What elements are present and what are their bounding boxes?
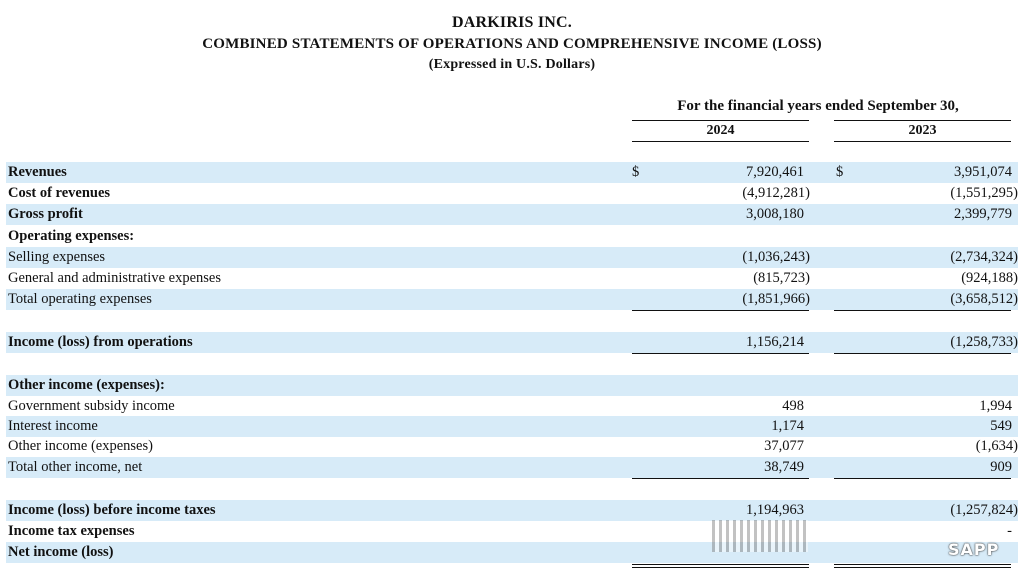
row-label: Other income (expenses) — [8, 438, 153, 454]
table-row-net-income — [6, 542, 1018, 563]
row-label: Total operating expenses — [8, 291, 152, 307]
table-row-cost-of-revenues — [6, 183, 1018, 204]
value-2024: 3,008,180 — [746, 206, 804, 222]
year-header-2024: 2024 — [632, 120, 809, 142]
total-rule — [834, 478, 1011, 479]
year-header-2023: 2023 — [834, 120, 1011, 142]
currency-note: (Expressed in U.S. Dollars) — [428, 57, 596, 72]
table-row-total-other-income — [6, 457, 1018, 478]
obscured-region — [712, 520, 808, 552]
value-2023: (924,188) — [961, 270, 1018, 286]
table-row-other-income-header — [6, 375, 1018, 396]
table-row-revenues — [6, 162, 1018, 183]
total-rule — [632, 310, 809, 311]
value-2023: 909 — [990, 459, 1012, 475]
section-label: Other income (expenses): — [8, 377, 165, 393]
value-2024: (4,912,281) — [742, 185, 810, 201]
value-2023: (2,734,324) — [950, 249, 1018, 265]
section-label: Operating expenses: — [8, 228, 135, 244]
table-row-other-income-expenses — [6, 436, 1018, 457]
total-rule — [834, 353, 1011, 354]
value-2023: 2,399,779 — [954, 206, 1012, 222]
period-header: For the financial years ended September 30, — [677, 98, 959, 114]
row-label: General and administrative expenses — [8, 270, 221, 286]
value-2024: 498 — [782, 398, 804, 414]
table-row-income-before-taxes — [6, 500, 1018, 521]
total-double-rule — [834, 564, 1011, 565]
total-double-rule — [632, 564, 809, 565]
value-2023: (1,258,733) — [950, 334, 1018, 350]
watermark: SAPP — [948, 540, 1000, 559]
value-2023: (1,551,295) — [950, 185, 1018, 201]
total-rule — [632, 353, 809, 354]
row-label: Interest income — [8, 418, 98, 434]
value-2023: 3,951,074 — [954, 164, 1012, 180]
value-2024: 1,156,214 — [746, 334, 804, 350]
value-2024: (1,036,243) — [742, 249, 810, 265]
currency-symbol: $ — [632, 164, 640, 180]
table-row-government-subsidy — [6, 396, 1018, 417]
value-2023: 1,994 — [979, 398, 1012, 414]
table-row-interest-income — [6, 416, 1018, 437]
row-label: Cost of revenues — [8, 185, 111, 201]
value-2024: 1,174 — [771, 418, 804, 434]
value-2024: 1,194,963 — [746, 502, 804, 518]
value-2024: 37,077 — [764, 438, 804, 454]
total-double-rule — [632, 567, 809, 568]
company-name: DARKIRIS INC. — [452, 14, 572, 31]
value-2023: (3,658,512) — [950, 291, 1018, 307]
table-row-selling-expenses — [6, 247, 1018, 268]
table-row-income-from-operations — [6, 332, 1018, 353]
value-2023: (1,634) — [975, 438, 1018, 454]
row-label: Income (loss) from operations — [8, 334, 193, 350]
value-2024: 38,749 — [764, 459, 804, 475]
table-row-total-operating-expenses — [6, 289, 1018, 310]
row-label: Income tax expenses — [8, 523, 135, 539]
value-2023: (1,257,824) — [950, 502, 1018, 518]
value-2024: (1,851,966) — [742, 291, 810, 307]
value-2024: (815,723) — [753, 270, 810, 286]
currency-symbol: $ — [836, 164, 844, 180]
row-label: Revenues — [8, 164, 67, 180]
value-2023: - — [1007, 523, 1012, 539]
row-label: Total other income, net — [8, 459, 143, 475]
total-rule — [632, 478, 809, 479]
statement-title: COMBINED STATEMENTS OF OPERATIONS AND COMPREHENSIVE INCOME (LOSS) — [202, 36, 822, 52]
value-2024: 7,920,461 — [746, 164, 804, 180]
row-label: Government subsidy income — [8, 398, 175, 414]
row-label: Income (loss) before income taxes — [8, 502, 216, 518]
table-row-operating-expenses-header — [6, 226, 1018, 247]
row-label: Selling expenses — [8, 249, 106, 265]
table-row-income-tax — [6, 521, 1018, 542]
row-label: Net income (loss) — [8, 544, 114, 560]
table-row-gross-profit — [6, 204, 1018, 225]
total-double-rule — [834, 567, 1011, 568]
table-row-general-admin — [6, 268, 1018, 289]
value-2023: 549 — [990, 418, 1012, 434]
row-label: Gross profit — [8, 206, 83, 222]
total-rule — [834, 310, 1011, 311]
